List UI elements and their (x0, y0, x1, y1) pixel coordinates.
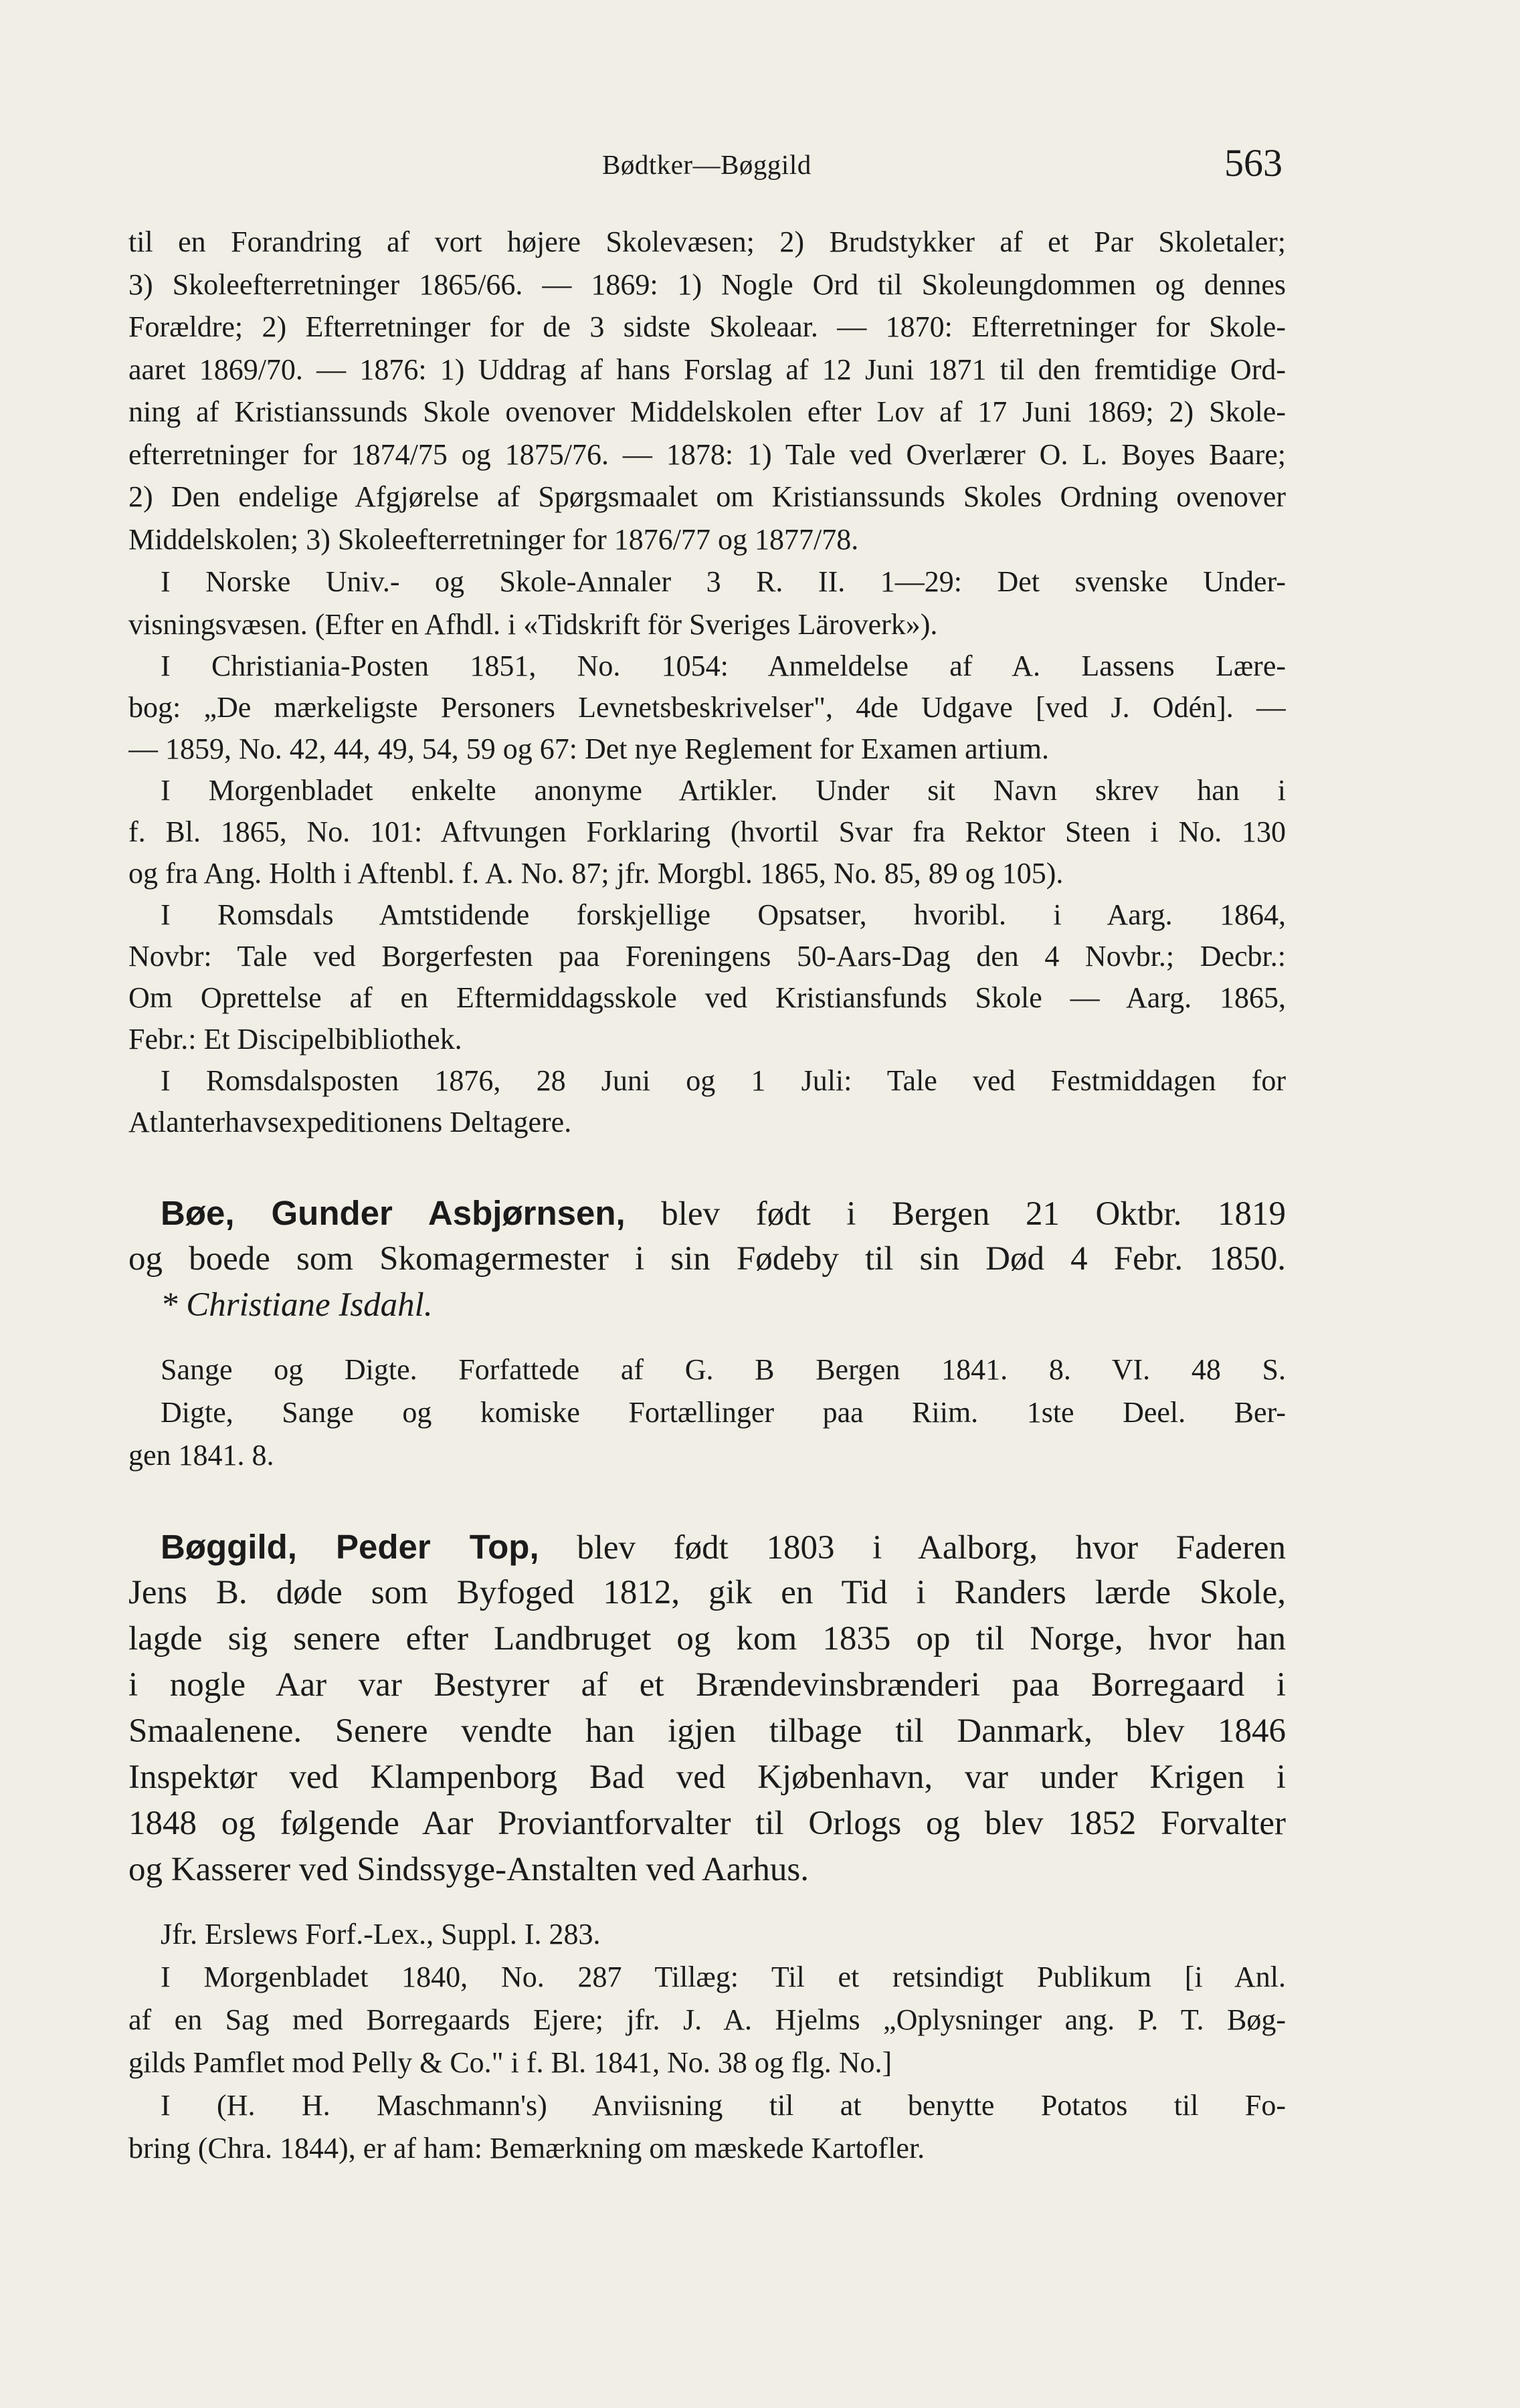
entry-heading-line (128, 1190, 1286, 1236)
text-line: lagde sig senere efter Landbruget og kom 1835 op til Norge, hvor han (128, 1620, 1286, 1658)
text-line: bring (Chra. 1844), er af ham: Bemærkning om mæskede Kartofler. (128, 2132, 925, 2165)
text-line: f. Bl. 1865, No. 101: Aftvungen Forklaring (hvortil Svar fra Rektor Steen i No. 130 (128, 815, 1286, 848)
text-line: i nogle Aar var Bestyrer af et Brændevinsbrænderi paa Borregaard i (128, 1666, 1286, 1704)
entry-name: Bøggild, Peder Top, (161, 1528, 539, 1566)
text-line: Atlanterhavsexpeditionens Deltagere. (128, 1106, 572, 1138)
entry-boe (128, 1190, 1286, 1328)
text-line: Om Oprettelse af en Eftermiddagsskole ved Kristiansfunds Skole — Aarg. 1865, (128, 981, 1286, 1014)
spouse-line: * Christiane Isdahl. (161, 1286, 433, 1324)
text-line: efterretninger for 1874/75 og 1875/76. — 1878: 1) Tale ved Overlærer O. L. Boyes Baare; (128, 437, 1286, 471)
text-line: Inspektør ved Klampenborg Bad ved Kjøbenhavn, var under Krigen i (128, 1759, 1286, 1796)
entry-text: blev født i Bergen 21 Oktbr. 1819 (661, 1195, 1286, 1233)
text-line: bog: „De mærkeligste Personers Levnetsbeskrivelser", 4de Udgave [ved J. Odén]. — (128, 691, 1286, 724)
text-line: Febr.: Et Discipelbibliothek. (128, 1023, 462, 1056)
text-line: visningsvæsen. (Efter en Afhdl. i «Tidskrift för Sveriges Läroverk»). (128, 607, 938, 641)
text-line: — 1859, No. 42, 44, 49, 54, 59 og 67: Det nye Reglement for Examen artium. (128, 732, 1049, 765)
entry-boggild (128, 1524, 1286, 1893)
bibliography-continuation (128, 221, 1286, 645)
running-head: Bødtker—Bøggild (602, 149, 812, 180)
text-line: Middelskolen; 3) Skoleefterretninger for 1876/77 og 1877/78. (128, 522, 859, 556)
text-line: 3) Skoleefterretninger 1865/66. — 1869: 1) Nogle Ord til Skoleungdommen og dennes (128, 268, 1286, 301)
text-line: I Romsdals Amtstidende forskjellige Opsatser, hvoribl. i Aarg. 1864, (161, 898, 1286, 931)
page-body (128, 221, 1286, 2170)
text-line: gilds Pamflet mod Pelly & Co." i f. Bl. 1841, No. 38 og flg. No.] (128, 2046, 892, 2079)
text-line: Jens B. døde som Byfoged 1812, gik en Tid i Randers lærde Skole, (128, 1574, 1286, 1611)
text-line: gen 1841. 8. (128, 1439, 274, 1472)
entry-boggild-works (128, 1913, 1286, 2170)
entry-heading-line (128, 1524, 1286, 1570)
text-line: I Norske Univ.- og Skole-Annaler 3 R. II. 1—29: Det svenske Under- (161, 565, 1286, 598)
page-header (0, 141, 1520, 195)
text-line: Sange og Digte. Forfattede af G. B Bergen 1841. 8. VI. 48 S. (161, 1353, 1286, 1386)
page-number: 563 (1224, 141, 1282, 185)
entry-name: Bøe, Gunder Asbjørnsen, (161, 1194, 626, 1232)
text-line: Forældre; 2) Efterretninger for de 3 sidste Skoleaar. — 1870: Efterretninger for Skole- (128, 310, 1286, 343)
text-line: og boede som Skomagermester i sin Fødeby til sin Død 4 Febr. 1850. (128, 1240, 1286, 1278)
text-line: 2) Den endelige Afgjørelse af Spørgsmaalet om Kristianssunds Skoles Ordning ovenover (128, 480, 1286, 513)
reference-line: Jfr. Erslews Forf.-Lex., Suppl. I. 283. (161, 1918, 601, 1950)
text-line: ning af Kristianssunds Skole ovenover Middelskolen efter Lov af 17 Juni 1869; 2) Skole- (128, 395, 1286, 428)
text-line: I Morgenbladet enkelte anonyme Artikler. Under sit Navn skrev han i (161, 774, 1286, 807)
text-line: 1848 og følgende Aar Proviantforvalter til Orlogs og blev 1852 Forvalter (128, 1805, 1286, 1842)
text-line: I Christiania-Posten 1851, No. 1054: Anmeldelse af A. Lassens Lære- (161, 649, 1286, 682)
text-line: Digte, Sange og komiske Fortællinger paa Riim. 1ste Deel. Ber- (161, 1396, 1286, 1429)
text-line: Smaalenene. Senere vendte han igjen tilbage til Danmark, blev 1846 (128, 1712, 1286, 1750)
text-line: og fra Ang. Holth i Aftenbl. f. A. No. 87; jfr. Morgbl. 1865, No. 85, 89 og 105). (128, 857, 1064, 890)
text-line: af en Sag med Borregaards Ejere; jfr. J. A. Hjelms „Oplysninger ang. P. T. Bøg- (128, 2003, 1286, 2036)
entry-text: blev født 1803 i Aalborg, hvor Faderen (577, 1529, 1286, 1567)
entry-boe-works (128, 1348, 1286, 1477)
text-line: aaret 1869/70. — 1876: 1) Uddrag af hans Forslag af 12 Juni 1871 til den fremtidige Ord- (128, 353, 1286, 386)
text-line: I Morgenbladet 1840, No. 287 Tillæg: Til et retsindigt Publikum [i Anl. (161, 1961, 1286, 1993)
text-line: Novbr: Tale ved Borgerfesten paa Foreningens 50-Aars-Dag den 4 Novbr.; Decbr.: (128, 940, 1286, 973)
text-line: I Romsdalsposten 1876, 28 Juni og 1 Juli: Tale ved Festmiddagen for (161, 1064, 1286, 1097)
text-line: og Kasserer ved Sindssyge-Anstalten ved Aarhus. (128, 1851, 809, 1888)
periodical-contributions (128, 645, 1286, 1143)
text-line: I (H. H. Maschmann's) Anviisning til at benytte Potatos til Fo- (161, 2089, 1286, 2122)
text-line: til en Forandring af vort højere Skolevæsen; 2) Brudstykker af et Par Skoletaler; (128, 225, 1286, 258)
